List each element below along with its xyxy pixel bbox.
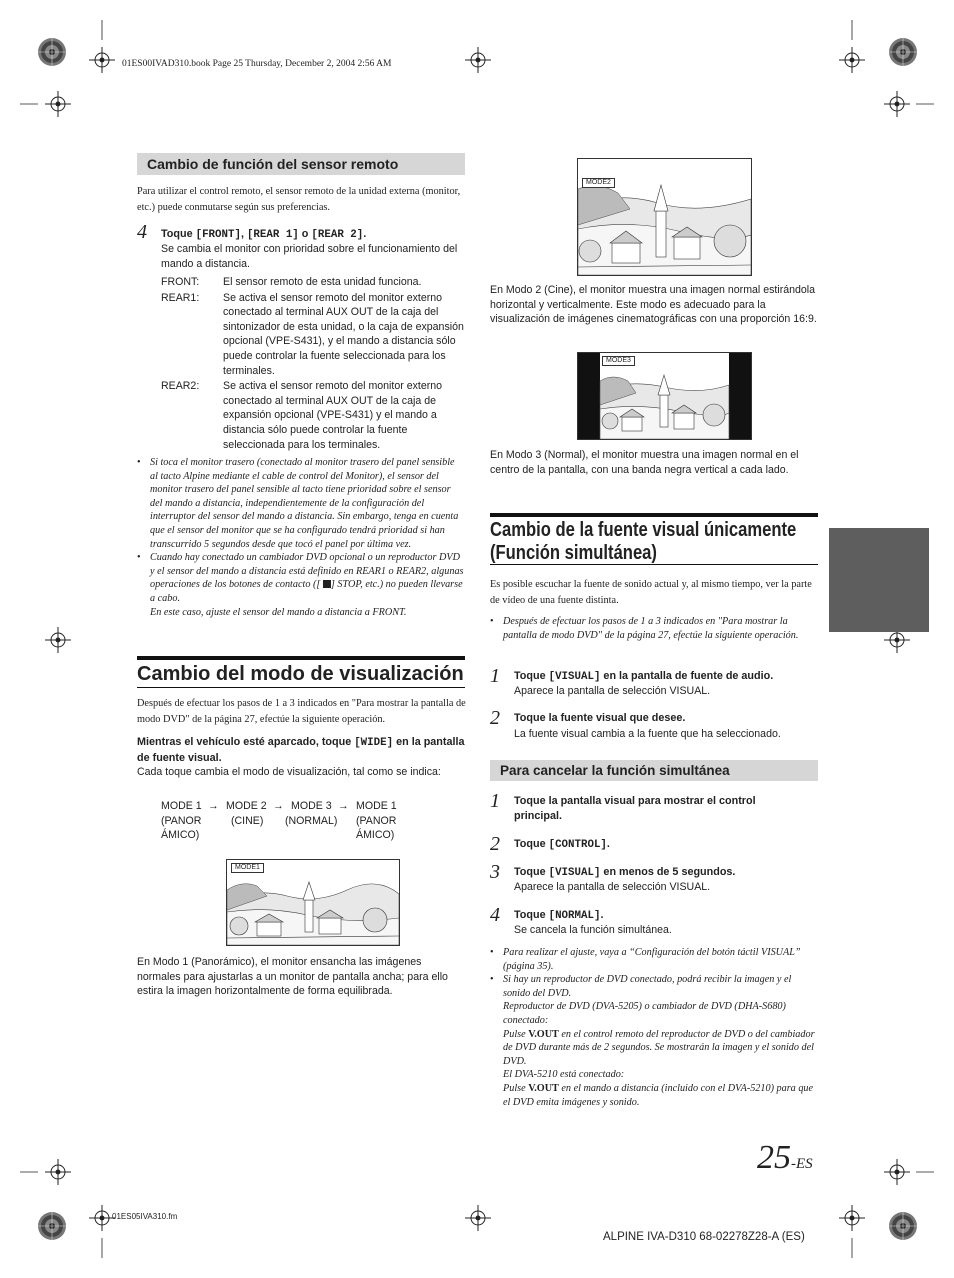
step-title: Toque la pantalla visual para mostrar el control principal. — [514, 795, 756, 822]
step-title: Toque la fuente visual que desee. — [514, 712, 686, 724]
step-description: La fuente visual cambia a la fuente que ha seleccionado. — [514, 728, 781, 740]
definition-term: REAR1: — [161, 291, 200, 304]
side-tab — [829, 528, 929, 632]
arrow-icon: → — [338, 800, 349, 812]
step-description: Aparece la pantalla de selección VISUAL. — [514, 881, 711, 893]
step-number: 2 — [490, 707, 500, 729]
mode-label: MODE3 — [602, 356, 635, 366]
section-heading-remote-sensor: Cambio de función del sensor remoto — [137, 153, 465, 175]
step-title: Toque [NORMAL]. — [514, 909, 604, 922]
sensor-definitions — [161, 275, 466, 452]
definition-row — [161, 291, 466, 379]
step-title: Toque [FRONT], [REAR 1] o [REAR 2]. — [161, 228, 367, 241]
definition-value: Se activa el sensor remoto del monitor externo conectado al terminal AUX OUT de la caja de expansión opcional (VPE-S431) y el mando a distancia sólo puede controlar la fuente seleccionada para los terminales. — [223, 380, 443, 451]
note-item: • Para realizar el ajuste, vaya a “Configuración del botón táctil VISUAL” (página 35). — [490, 946, 818, 973]
mode2-caption: En Modo 2 (Cine), el monitor muestra una imagen normal estirándola horizontal y verticalmente. Este modo es adecuado para la visualización de imágenes cinematográficas con una proporción 16:9. — [490, 284, 817, 326]
mode3-caption: En Modo 3 (Normal), el monitor muestra una imagen normal en el centro de la pantalla, con una banda negra vertical a cada lado. — [490, 449, 799, 476]
arrow-icon: → — [273, 800, 284, 812]
step-number: 4 — [137, 221, 147, 243]
step-number: 4 — [490, 904, 500, 926]
step-description: Aparece la pantalla de selección VISUAL. — [514, 685, 711, 697]
note-item: • Si hay un reproductor de DVD conectado, podrá recibir la imagen y el sonido del DVD. Reproductor de DVD (DVA-5205) o cambiador de DVD (DHA-S680) conectado: Pulse V.OUT en el control remoto del reproductor de DVD o del cambiador de DVD durante más de 2 segundos. Se mostrarán la imagen y el sonido del DVD. El DVA-5210 está conectado: Pulse V.OUT en el mando a distancia (incluido con el DVA-5210) para que el DVD emita imágenes y sonido. — [490, 973, 818, 1109]
village-illustration — [578, 159, 751, 275]
note-item: • Cuando hay conectado un cambiador DVD opcional o un reproductor DVD y el sensor del mando a distancia está definido en REAR1 o REAR2, algunas operaciones de los botones de contacto ([ ] STOP, etc.) no pueden llevarse a cabo. En este caso, ajuste el sensor del mando a distancia a FRONT. — [137, 551, 465, 619]
step-description: Se cambia el monitor con prioridad sobre el funcionamiento del mando a distancia. — [161, 243, 458, 270]
mode-label: MODE1 — [231, 863, 264, 873]
mode-label: MODE2 — [582, 178, 615, 188]
header-file-line: 01ES00IVAD310.book Page 25 Thursday, December 2, 2004 2:56 AM — [122, 59, 392, 69]
display-mode-desc: Cada toque cambia el modo de visualización, tal como se indica: — [137, 766, 441, 778]
mode3-screen-image — [577, 352, 752, 440]
definition-value: Se activa el sensor remoto del monitor externo conectado al terminal AUX OUT de la caja del sintonizador de esta unidad, o la caja de expansión opcional (VPE-S431), y el mando a distancia sólo puede controlar la fuente seleccionada para los terminales. — [223, 291, 464, 377]
definition-row — [161, 379, 466, 452]
simultaneous-note — [490, 615, 818, 642]
step-number: 3 — [490, 861, 500, 883]
mode1-caption: En Modo 1 (Panorámico), el monitor ensancha las imágenes normales para ajustarlas a un monitor de pantalla ancha; para ello estira la imagen horizontalmente de forma equilibrada. — [137, 956, 448, 998]
step-description: Se cancela la función simultánea. — [514, 924, 672, 936]
cancel-notes — [490, 946, 818, 1109]
mode2-screen-image — [577, 158, 752, 276]
mode-item: MODE 1 (PANOR ÁMICO) — [161, 800, 202, 842]
section-heading-cancel: Para cancelar la función simultánea — [490, 760, 818, 781]
footer-file-small: 01ES05IVA310.fm — [112, 1212, 178, 1221]
note-item: • Después de efectuar los pasos de 1 a 3 indicados en "Para mostrar la pantalla de modo DVD" de la página 27, efectúe la siguiente operación. — [490, 615, 818, 642]
display-mode-intro: Después de efectuar los pasos de 1 a 3 indicados en "Para mostrar la pantalla de modo DVD" de la página 27, efectúe la siguiente operación. — [137, 698, 466, 725]
mode-item: MODE 1 (PANOR ÁMICO) — [356, 800, 397, 842]
step-number: 1 — [490, 665, 500, 687]
remote-sensor-notes — [137, 456, 465, 619]
definition-term: REAR2: — [161, 380, 200, 393]
step-title: Toque [CONTROL]. — [514, 838, 610, 851]
step-number: 2 — [490, 833, 500, 855]
definition-term: FRONT: — [161, 276, 200, 288]
definition-value: El sensor remoto de esta unidad funciona. — [223, 276, 422, 288]
footer-product-line: ALPINE IVA-D310 68-02278Z28-A (ES) — [603, 1231, 805, 1243]
step-number: 1 — [490, 790, 500, 812]
note-item: • Si toca el monitor trasero (conectado al monitor trasero del panel sensible al tacto Alpine mediante el cable de control del Monitor), el sensor del monitor trasero del panel sensible al tacto tiene prioridad sobre el sensor del mando a distancia, independientemente de la configuración del interruptor del sensor del mando a distancia. Sin embargo, tenga en cuenta que el sensor del monitor que se ha configurado tendrá prioridad si han transcurrido 5 segundos desde que tocó el panel por última vez. — [137, 456, 465, 551]
display-mode-instruction: Mientras el vehículo esté aparcado, toque [WIDE] en la pantalla de fuente visual. — [137, 736, 465, 764]
mode-item: MODE 2 (CINE) — [226, 800, 267, 827]
step-title: Toque [VISUAL] en la pantalla de fuente de audio. — [514, 670, 774, 683]
section-heading-display-mode: Cambio del modo de visualización — [137, 656, 465, 688]
page-number: 25-ES — [757, 1139, 813, 1176]
simultaneous-intro: Es posible escuchar la fuente de sonido actual y, al mismo tiempo, ver la parte de vídeo de una fuente distinta. — [490, 579, 812, 606]
remote-sensor-intro: Para utilizar el control remoto, el sensor remoto de la unidad externa (monitor, etc.) puede conmutarse según sus preferencias. — [137, 186, 461, 213]
arrow-icon: → — [208, 800, 219, 812]
mode-item: MODE 3 (NORMAL) — [285, 800, 338, 827]
stop-icon — [323, 580, 331, 588]
mode1-screen-image — [226, 859, 400, 946]
step-title: Toque [VISUAL] en menos de 5 segundos. — [514, 866, 736, 879]
section-heading-simultaneous: Cambio de la fuente visual únicamente (Función simultánea) — [490, 513, 818, 565]
mode-sequence — [161, 799, 461, 847]
definition-row — [161, 275, 466, 290]
